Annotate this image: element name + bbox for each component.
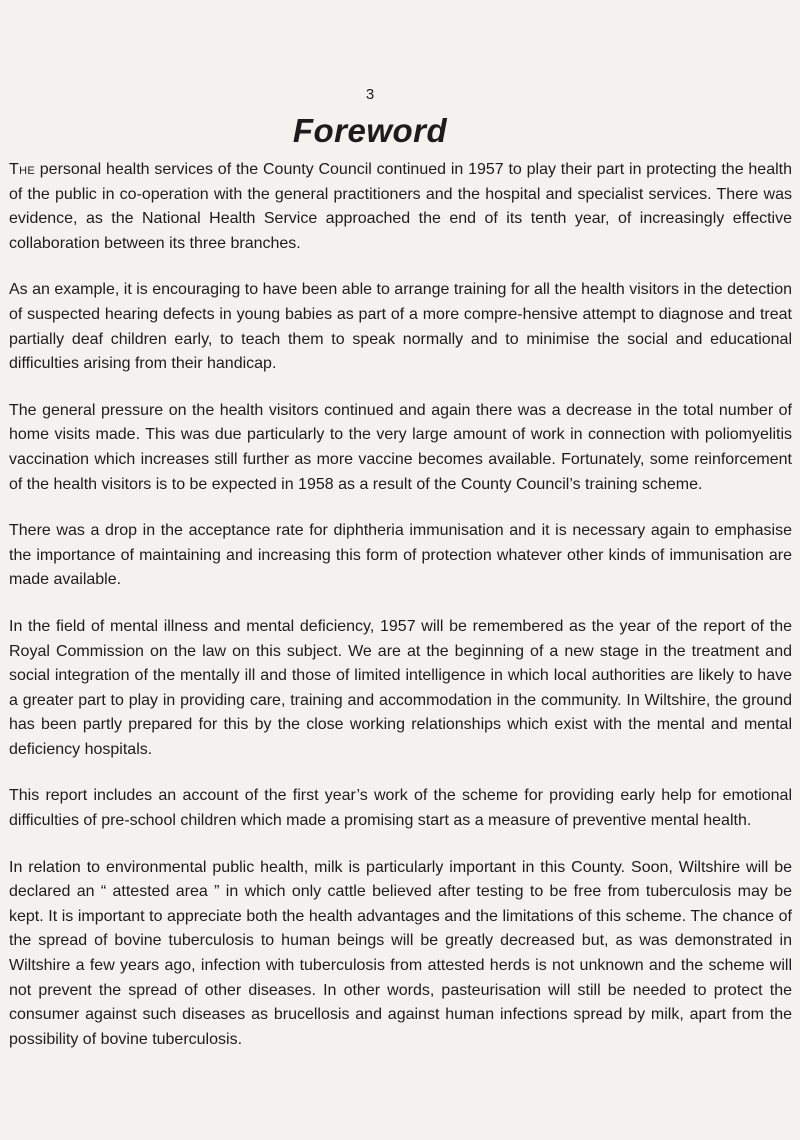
paragraph-2: As an example, it is encouraging to have been able to arrange training for all the health visitors in the detection of suspected hearing defects in young babies as part of a more compre-hensive attempt to diagnose and treat partially deaf children early, to teach them to speak normally and to minimise the social and educational difficulties arising from their handicap. bbox=[9, 281, 792, 373]
paragraph-1-text: personal health services of the County Council continued in 1957 to play their part in protecting the health of the public in co-operation with the general practitioners and the hospital and specialist services. There was evidence, as the National Health Service approached the end of its tenth year, of increasingly effective collaboration between its three branches. bbox=[9, 161, 792, 252]
paragraph-3: The general pressure on the health visitors continued and again there was a decrease in the total number of home visits made. This was due particularly to the very large amount of work in connection with poliomyelitis vaccination which increases still further as more vaccine becomes available. Fortunately, some reinforcement of the health visitors is to be expected in 1958 as a result of the County Council’s training scheme. bbox=[9, 401, 792, 493]
paragraph-1 bbox=[9, 158, 792, 256]
page-number: 3 bbox=[365, 86, 375, 103]
page-title: Foreword bbox=[292, 112, 448, 149]
foreword-body bbox=[9, 158, 792, 1074]
paragraph-6: This report includes an account of the first year’s work of the scheme for providing early help for emotional difficulties of pre-school children which made a promising start as a measure of preventive mental health. bbox=[9, 787, 792, 830]
paragraph-5: In the field of mental illness and mental deficiency, 1957 will be remembered as the year of the report of the Royal Commission on the law on this subject. We are at the beginning of a new stage in the treatment and social integration of the mentally ill and those of limited intelligence in which local authorities are likely to have a greater part to play in providing care, training and accommodation in the community. In Wiltshire, the ground has been partly prepared for this by the close working relationships which exist with the mental and mental deficiency hospitals. bbox=[9, 617, 792, 758]
paragraph-4: There was a drop in the acceptance rate for diphtheria immunisation and it is necessary again to emphasise the importance of maintaining and increasing this form of protection whatever other kinds of immunisation are made available. bbox=[9, 522, 792, 589]
paragraph-lead-word: The bbox=[9, 161, 35, 178]
paragraph-7: In relation to environmental public health, milk is particularly important in this County. Soon, Wiltshire will be declared an “ attested area ” in which only cattle believed after testing to be free from tuberculosis may be kept. It is important to appreciate both the health advantages and the limitations of this scheme. The chance of the spread of bovine tuberculosis to human beings will be greatly decreased but, as was demonstrated in Wiltshire a few years ago, infection with tuberculosis from attested herds is not unknown and the scheme will not prevent the spread of other diseases. In other words, pasteurisation will still be needed to protect the consumer against such diseases as brucellosis and against human infections spread by milk, apart from the possibility of bovine tuberculosis. bbox=[9, 858, 792, 1048]
